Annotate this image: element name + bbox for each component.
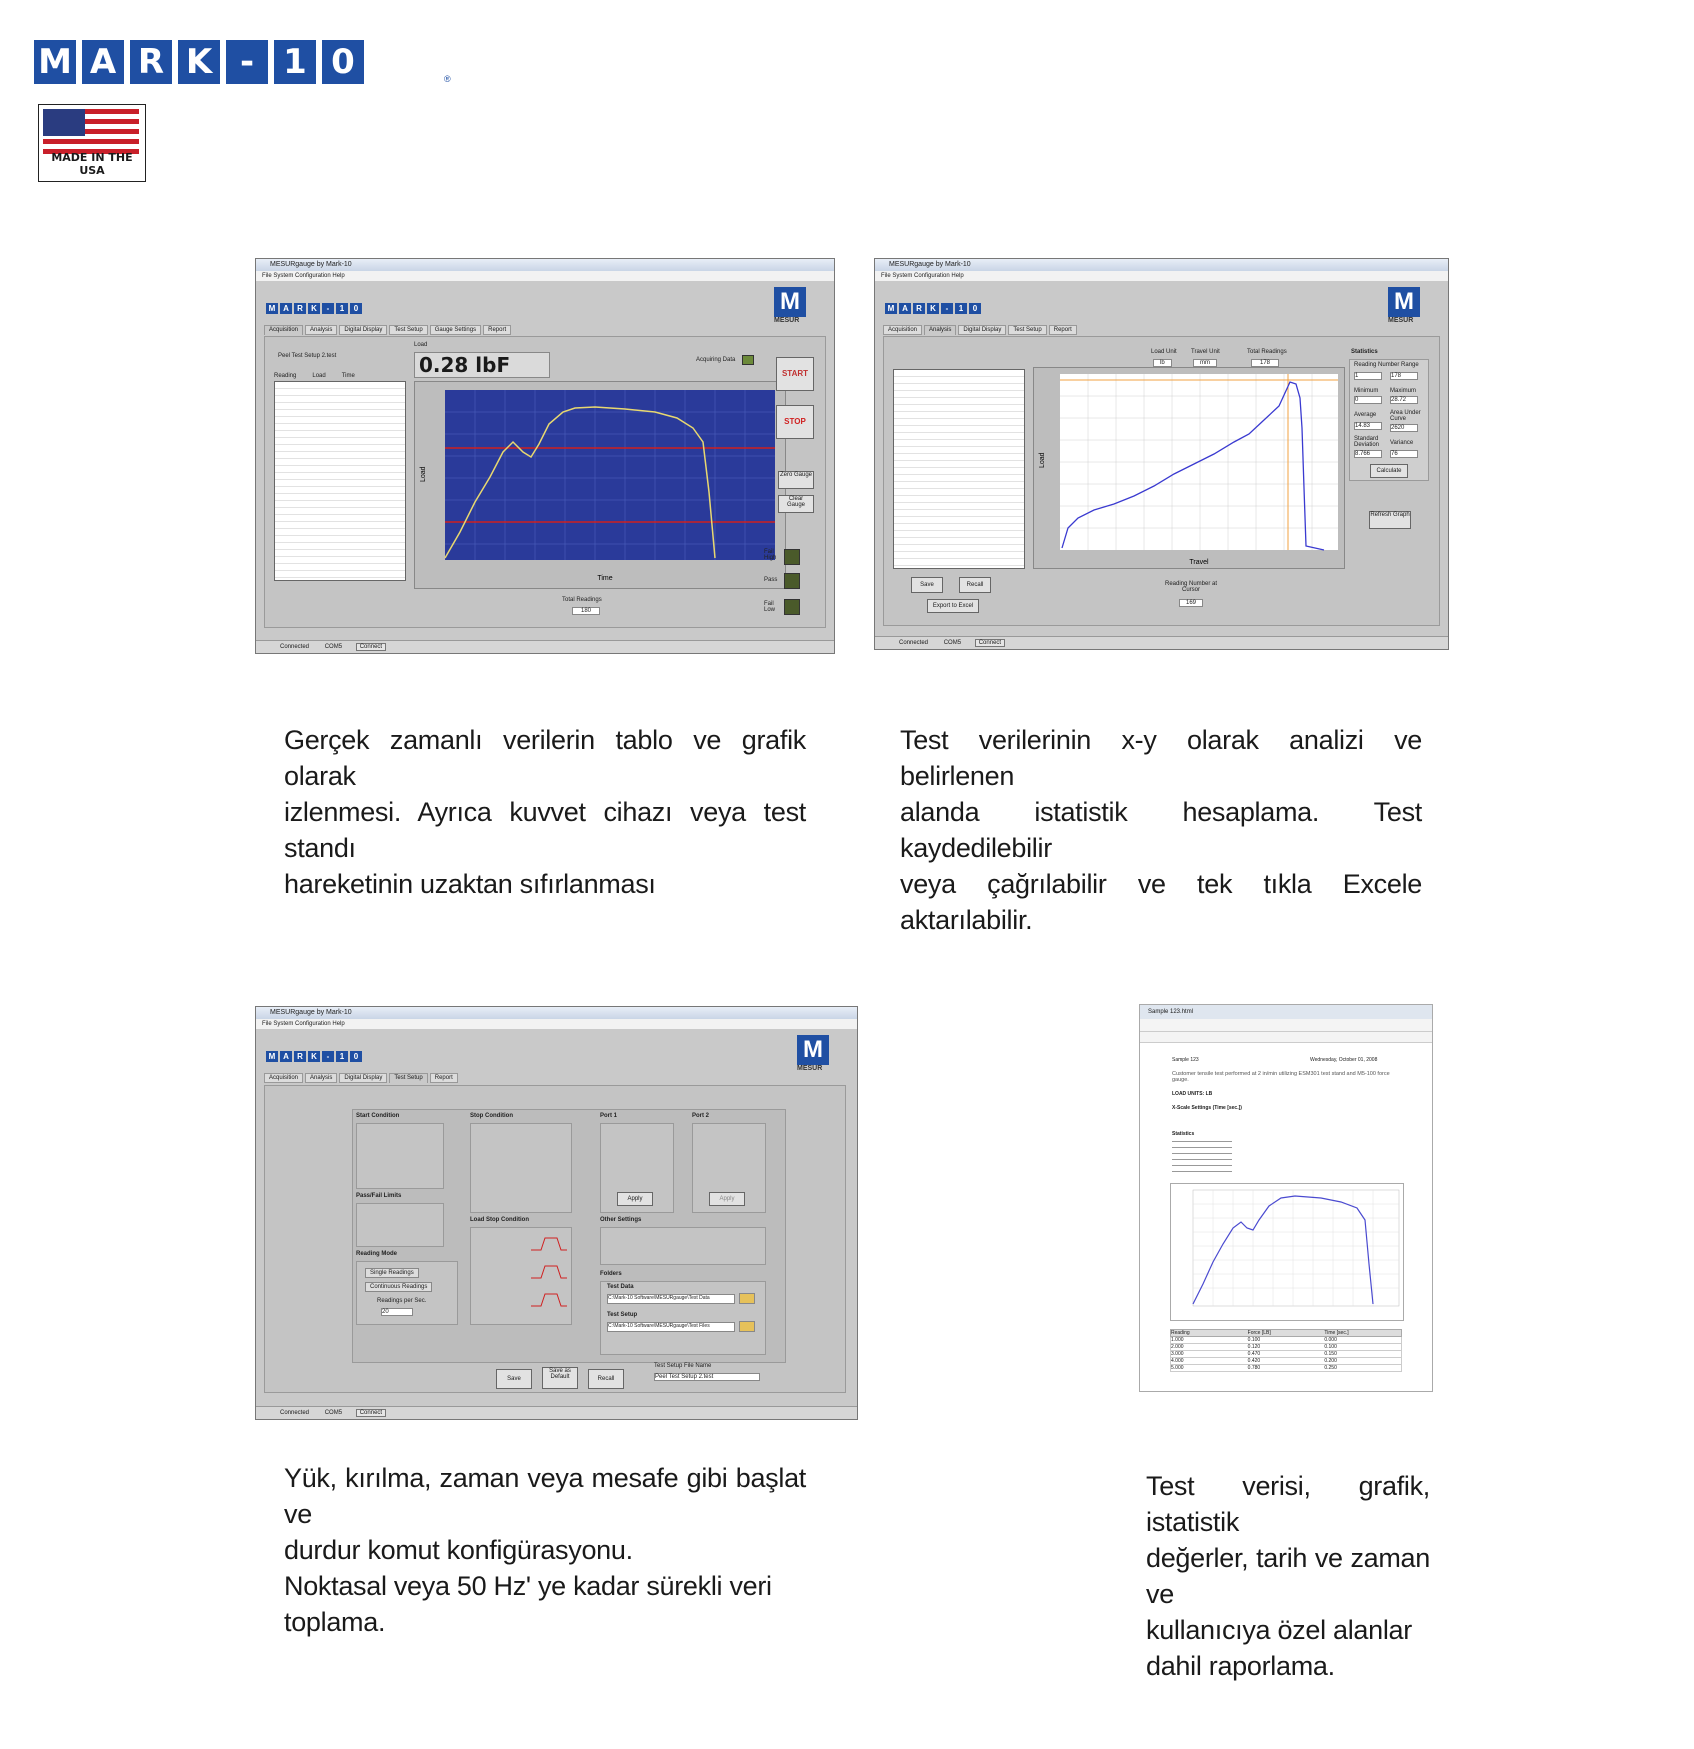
connect-button[interactable]: Connect	[356, 643, 386, 651]
stop-condition-box	[470, 1123, 572, 1213]
connect-button[interactable]: Connect	[356, 1409, 386, 1417]
y-axis-label: Load	[420, 466, 427, 482]
caption-report	[1146, 1468, 1430, 1684]
stdev-label: Standard Deviation	[1354, 436, 1380, 448]
col-time: Time [sec.]	[1324, 1330, 1349, 1336]
export-excel-button[interactable]: Export to Excel	[927, 599, 979, 613]
status-bar	[256, 1406, 857, 1419]
logo-letter: A	[82, 40, 124, 84]
edge-icons	[471, 1228, 571, 1324]
table-headers	[274, 373, 355, 379]
minimum-value: 0	[1354, 396, 1382, 404]
caption-line: Test verilerinin x-y olarak analizi ve belirlenen	[900, 725, 1422, 791]
port2-apply-button[interactable]: Apply	[709, 1192, 745, 1206]
average-label: Average	[1354, 412, 1377, 418]
caption-line: hareketinin uzaktan sıfırlanması	[284, 869, 656, 899]
screenshot-analysis	[874, 258, 1449, 650]
cell: 1.000	[1171, 1337, 1184, 1343]
status-bar	[875, 636, 1448, 649]
port1-box	[600, 1123, 674, 1213]
mesurgauge-logo: M MESUR	[774, 287, 822, 327]
file-name-input[interactable]: Peel Test Setup 2.test	[654, 1373, 760, 1381]
tab-acquisition[interactable]: Acquisition	[264, 325, 303, 335]
reading-mode-box	[356, 1261, 458, 1325]
caption-test-setup	[284, 1460, 806, 1640]
status-port: COM5	[324, 1410, 343, 1416]
cursor-value: 169	[1179, 599, 1203, 607]
tab-digital-display[interactable]: Digital Display	[339, 1073, 387, 1083]
caption-line: toplama.	[284, 1607, 386, 1637]
screenshot-acquisition	[255, 258, 835, 654]
status-connected: Connected	[899, 640, 929, 646]
report-graph-svg	[1171, 1184, 1403, 1320]
tab-test-setup[interactable]: Test Setup	[389, 325, 427, 335]
caption-line: kullanıcıya özel alanlar	[1146, 1615, 1412, 1645]
tab-digital-display[interactable]: Digital Display	[339, 325, 387, 335]
total-readings-value: 180	[572, 607, 600, 615]
tab-analysis[interactable]: Analysis	[305, 325, 337, 335]
range-label: Reading Number Range	[1354, 362, 1419, 368]
cell: 2.000	[1171, 1344, 1184, 1350]
table-row	[1170, 1351, 1402, 1358]
reading-mode-label: Reading Mode	[356, 1251, 398, 1257]
window-title: MESURgauge by Mark-10	[256, 259, 834, 271]
status-port: COM5	[943, 640, 962, 646]
area-value: 2620	[1390, 424, 1418, 432]
mark10-mini-logo: M A R K - 1 0	[885, 303, 981, 314]
acquiring-label: Acquiring Data	[696, 357, 736, 363]
recall-button[interactable]: Recall	[959, 577, 991, 593]
caption-line: Noktasal veya 50 Hz' ye kadar sürekli veri	[284, 1571, 772, 1601]
folders-label: Folders	[600, 1271, 622, 1277]
recall-button[interactable]: Recall	[588, 1369, 624, 1389]
total-readings-value: 178	[1251, 359, 1279, 367]
cell: 0.100	[1324, 1344, 1337, 1350]
single-readings-option[interactable]: Single Readings	[365, 1268, 419, 1278]
maximum-value: 28.72	[1390, 396, 1418, 404]
clear-gauge-button[interactable]: Clear Gauge	[778, 495, 814, 513]
per-sec-input[interactable]: 20	[381, 1308, 413, 1316]
caption-line: durdur komut konfigürasyonu.	[284, 1535, 633, 1565]
test-data-path[interactable]: C:\Mark-10 Software\MESURgauge\Test Data	[607, 1294, 735, 1304]
continuous-readings-option[interactable]: Continuous Readings	[365, 1282, 432, 1292]
tab-bar	[264, 1073, 458, 1083]
caption-line: Yük, kırılma, zaman veya mesafe gibi başlat ve	[284, 1463, 806, 1529]
tab-acquisition[interactable]: Acquisition	[883, 325, 922, 335]
caption-line: veya çağrılabilir ve tek tıkla Excele aktarılabilir.	[900, 869, 1422, 935]
flag-canton	[43, 109, 85, 136]
total-readings-label: Total Readings	[1247, 349, 1287, 355]
acquiring-indicator	[742, 355, 754, 365]
tab-bar	[264, 325, 511, 335]
pass-label: Pass	[764, 577, 778, 583]
start-button[interactable]: START	[776, 357, 814, 391]
report-date: Wednesday, October 01, 2008	[1310, 1057, 1378, 1063]
range-from[interactable]: 1	[1354, 372, 1382, 380]
fail-high-lamp	[784, 549, 800, 565]
fail-low-label: Fail Low	[764, 601, 776, 613]
cursor-label: Reading Number at Cursor	[1164, 581, 1218, 593]
pass-lamp	[784, 573, 800, 589]
tab-report[interactable]: Report	[483, 325, 511, 335]
variance-value: 76	[1390, 450, 1418, 458]
cell: 0.420	[1247, 1358, 1261, 1364]
window-title: MESURgauge by Mark-10	[875, 259, 1448, 271]
header-time: Time	[341, 373, 355, 379]
screenshot-report	[1139, 1004, 1433, 1392]
caption-line: alanda istatistik hesaplama. Test kaydedilebilir	[900, 797, 1422, 863]
live-graph	[414, 381, 786, 589]
fail-high-label: Fail High	[764, 549, 777, 561]
per-sec-label: Readings per Sec.	[377, 1298, 427, 1304]
tab-test-setup[interactable]: Test Setup	[389, 1073, 427, 1083]
fail-low-lamp	[784, 599, 800, 615]
address-bar[interactable]	[1140, 1019, 1432, 1032]
minimum-label: Minimum	[1354, 388, 1379, 394]
tab-digital-display[interactable]: Digital Display	[958, 325, 1006, 335]
readings-table[interactable]	[893, 369, 1025, 569]
report-scale: X-Scale Settings (Time [sec.])	[1172, 1105, 1242, 1111]
y-axis-label: Load	[1039, 452, 1046, 468]
tab-report[interactable]: Report	[430, 1073, 458, 1083]
other-settings-box	[600, 1227, 766, 1265]
test-data-label: Test Data	[607, 1284, 634, 1290]
mark10-mini-logo: M A R K - 1 0	[266, 1051, 362, 1062]
save-button[interactable]: Save	[911, 577, 943, 593]
save-default-button[interactable]: Save as Default	[542, 1367, 578, 1389]
folders-box	[600, 1281, 766, 1355]
cell: 0.100	[1247, 1337, 1261, 1343]
pass-fail-box	[356, 1203, 444, 1247]
registered-mark: ®	[444, 74, 451, 84]
folder-icon[interactable]	[739, 1293, 755, 1304]
port1-apply-button[interactable]: Apply	[617, 1192, 653, 1206]
refresh-graph-button[interactable]: Refresh Graph	[1369, 511, 1411, 529]
tab-report[interactable]: Report	[1049, 325, 1077, 335]
mesurgauge-logo: M MESUR	[797, 1035, 845, 1075]
table-row	[1170, 1358, 1402, 1365]
table-row	[1170, 1337, 1402, 1344]
statistics-lines	[1172, 1139, 1232, 1177]
area-label: Area Under Curve	[1390, 410, 1421, 422]
load-readout: 0.28 lbF	[414, 352, 550, 378]
tab-test-setup[interactable]: Test Setup	[1008, 325, 1046, 335]
cell: 4.000	[1171, 1358, 1184, 1364]
status-port: COM5	[324, 644, 343, 650]
save-button[interactable]: Save	[496, 1369, 532, 1389]
report-table	[1170, 1329, 1402, 1372]
cell: 0.780	[1247, 1365, 1261, 1371]
load-stop-label: Load Stop Condition	[470, 1217, 529, 1223]
file-label: Peel Test Setup 2.test	[278, 353, 337, 359]
report-description: Customer tensile test performed at 2 in/min utilizing ESM301 test stand and M5-100 force gauge.	[1172, 1071, 1390, 1083]
report-title: Sample 123	[1172, 1057, 1199, 1063]
analysis-graph	[1033, 367, 1345, 569]
stop-button[interactable]: STOP	[776, 405, 814, 439]
load-label: Load	[414, 342, 428, 348]
tab-analysis[interactable]: Analysis	[305, 1073, 337, 1083]
col-reading: Reading	[1171, 1330, 1190, 1336]
travel-unit-value: mm	[1193, 359, 1217, 367]
variance-label: Variance	[1390, 440, 1414, 446]
x-axis-label: Time	[597, 575, 613, 582]
table-row	[1170, 1365, 1402, 1372]
status-bar	[256, 640, 834, 653]
readings-table[interactable]	[274, 381, 406, 581]
mesurgauge-logo: M MESUR	[1388, 287, 1436, 327]
live-graph-svg	[415, 382, 785, 588]
logo-letter: 0	[322, 40, 364, 84]
menu-bar[interactable]: File System Configuration Help	[875, 271, 1448, 281]
load-unit-value: lb	[1153, 359, 1172, 367]
logo-letter: R	[130, 40, 172, 84]
caption-line: izlenmesi. Ayrıca kuvvet cihazı veya test standı	[284, 797, 806, 863]
bookmarks-bar	[1140, 1032, 1432, 1043]
tab-analysis[interactable]: Analysis	[924, 325, 956, 335]
statistics-panel	[1349, 359, 1429, 481]
file-name-label: Test Setup File Name	[654, 1363, 712, 1369]
average-value: 14.83	[1354, 422, 1382, 430]
menu-bar[interactable]: File System Configuration Help	[256, 271, 834, 281]
test-setup-label: Test Setup	[607, 1312, 638, 1318]
travel-unit-label: Travel Unit	[1191, 349, 1220, 355]
folder-icon[interactable]	[739, 1321, 755, 1332]
maximum-label: Maximum	[1390, 388, 1417, 394]
tab-bar	[883, 325, 1077, 335]
load-unit-label: Load Unit	[1151, 349, 1177, 355]
test-setup-path[interactable]: C:\Mark-10 Software\MESURgauge\Test Files	[607, 1322, 735, 1332]
zero-gauge-button[interactable]: Zero Gauge	[778, 471, 814, 489]
mark10-mini-logo: M A R K - 1 0	[266, 303, 362, 314]
window-title: MESURgauge by Mark-10	[256, 1007, 857, 1019]
other-settings-label: Other Settings	[600, 1217, 642, 1223]
tab-acquisition[interactable]: Acquisition	[264, 1073, 303, 1083]
plot-area	[445, 390, 775, 560]
cell: 0.000	[1324, 1337, 1337, 1343]
port2-label: Port 2	[692, 1113, 710, 1119]
header-load: Load	[312, 373, 326, 379]
logo-letter: -	[226, 40, 268, 84]
caption-line: dahil raporlama.	[1146, 1651, 1335, 1681]
browser-tab[interactable]: Sample 123.html	[1140, 1005, 1432, 1019]
logo-letter: 1	[274, 40, 316, 84]
logo-letter: M	[34, 40, 76, 84]
cell: 0.120	[1247, 1344, 1261, 1350]
header-reading: Reading	[274, 373, 297, 379]
connect-button[interactable]: Connect	[975, 639, 1005, 647]
report-units: LOAD UNITS: LB	[1172, 1091, 1213, 1097]
range-to[interactable]: 178	[1390, 372, 1418, 380]
report-statistics: Statistics	[1172, 1131, 1195, 1137]
tab-gauge-settings[interactable]: Gauge Settings	[430, 325, 481, 335]
load-stop-box	[470, 1227, 572, 1325]
start-condition-label: Start Condition	[356, 1113, 400, 1119]
analysis-graph-svg	[1034, 368, 1344, 568]
cell: 0.250	[1324, 1365, 1337, 1371]
status-connected: Connected	[280, 644, 310, 650]
report-graph	[1170, 1183, 1404, 1321]
table-row	[1170, 1344, 1402, 1351]
stdev-value: 8.766	[1354, 450, 1382, 458]
logo-letter: K	[178, 40, 220, 84]
start-condition-box	[356, 1123, 444, 1189]
caption-line: Test verisi, grafik, istatistik	[1146, 1471, 1430, 1537]
calculate-button[interactable]: Calculate	[1370, 464, 1408, 478]
badge-text: MADE IN THE USA	[51, 151, 133, 177]
status-connected: Connected	[280, 1410, 310, 1416]
cell: 5.000	[1171, 1365, 1184, 1371]
port2-box	[692, 1123, 766, 1213]
caption-line: Gerçek zamanlı verilerin tablo ve grafik olarak	[284, 725, 806, 791]
caption-line: değerler, tarih ve zaman ve	[1146, 1543, 1430, 1609]
cell: 0.200	[1324, 1358, 1337, 1364]
mark10-logo	[34, 40, 364, 84]
menu-bar[interactable]: File System Configuration Help	[256, 1019, 857, 1029]
statistics-label: Statistics	[1351, 349, 1378, 355]
cell: 0.470	[1247, 1351, 1261, 1357]
col-force: Force [LB]	[1247, 1330, 1271, 1336]
port1-label: Port 1	[600, 1113, 618, 1119]
x-axis-label: Travel	[1189, 559, 1209, 566]
made-in-usa-badge	[38, 104, 146, 182]
stop-condition-label: Stop Condition	[470, 1113, 513, 1119]
cell: 3.000	[1171, 1351, 1184, 1357]
pass-fail-label: Pass/Fail Limits	[356, 1193, 402, 1199]
caption-acquisition	[284, 722, 806, 902]
report-table-header	[1170, 1329, 1402, 1337]
cell: 0.150	[1324, 1351, 1337, 1357]
total-readings-label: Total Readings	[562, 597, 602, 603]
caption-analysis	[900, 722, 1422, 938]
screenshot-test-setup	[255, 1006, 858, 1420]
